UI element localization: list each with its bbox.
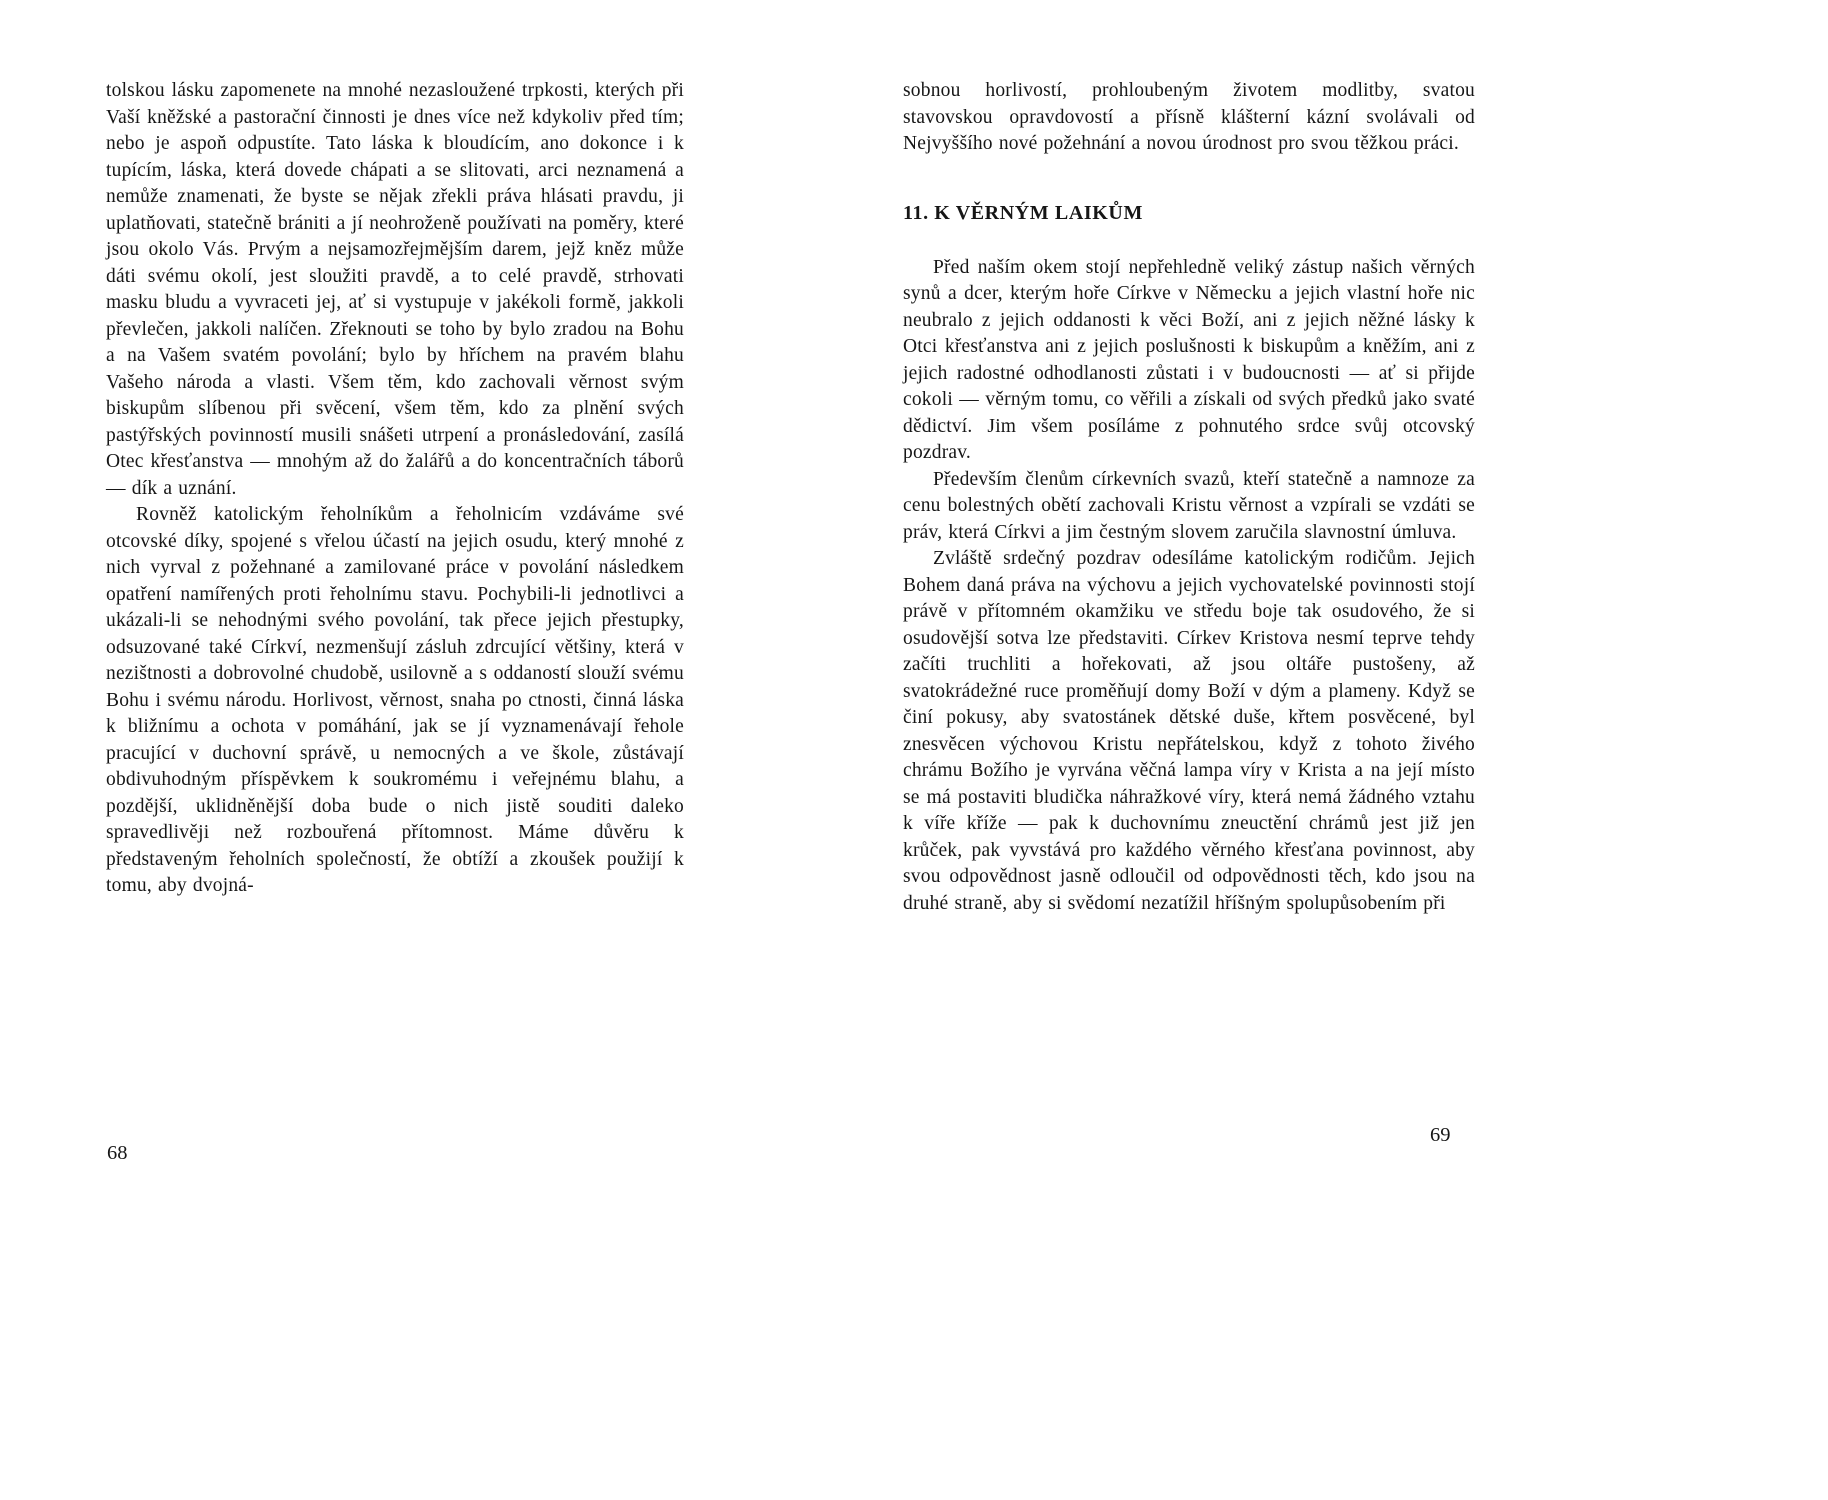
page-number: 68	[107, 1142, 128, 1164]
paragraph: Rovněž katolickým řeholníkům a řeholnicím vzdáváme své otcovské díky, spojené s vřelou účastí na jejich osudu, který mnohé z nich vyrval z požehnané a zamilované práce v povolání následkem opatření namířených proti řeholnímu stavu. Pochybili-li jednotlivci a ukázali-li se nehodnými svého povolání, tak přece jejich přestupky, odsuzované také Církví, nezmenšují zásluh zdrcující většiny, která v nezištnosti a dobrovolné chudobě, usilovně a s oddaností slouží svému Bohu i svému národu. Horlivost, věrnost, snaha po ctnosti, činná láska k bližnímu a ochota v pomáhání, jak se jí vyznamenávají řehole pracující v duchovní správě, u nemocných a ve škole, zůstávají obdivuhodným příspěvkem k soukromému i veřejnému blahu, a pozdější, uklidněnější doba bude o nich jistě souditi daleko spravedlivěji než rozbouřená přítomnost. Máme důvěru k představeným řeholních společností, že obtíží a zkoušek použijí k tomu, aby dvojná-	[106, 504, 684, 896]
paragraph: sobnou horlivostí, prohloubeným životem modlitby, svatou stavovskou opravdovostí a přísně klášterní kázní svolávali od Nejvyššího nové požehnání a novou úrodnost pro svou těžkou práci.	[903, 80, 1475, 154]
paragraph: Zvláště srdečný pozdrav odesíláme katolickým rodičům. Jejich Bohem daná práva na výchovu a jejich vychovatelské povinnosti stojí právě v přítomném okamžiku ve středu boje tak osudového, že si osudovější sotva lze představiti. Církev Kristova nesmí teprve tehdy začíti truchliti a hořekovati, až jsou oltáře pustošeny, až svatokrádežné ruce proměňují domy Boží v dým a plameny. Když se činí pokusy, aby svatostánek dětské duše, křtem posvěcené, byl znesvěcen výchovou Kristu nepřátelskou, když z tohoto živého chrámu Božího je vyrvána věčná lampa víry v Krista a na její místo se má postaviti bludička náhražkové víry, která nemá žádného vztahu k víře kříže — pak k duchovnímu zneuctění chrámů jest již jen krůček, pak vyvstává pro každého věrného křesťana povinnost, aby svou odpovědnost jasně odloučil od odpovědnosti těch, kdo jsou na druhé straně, aby si svědomí nezatížil hříšným spolupůsobením při	[903, 548, 1475, 914]
page-right	[903, 78, 1475, 917]
section-heading: 11. K VĚRNÝM LAIKŮM	[903, 201, 1143, 224]
paragraph: Především členům církevních svazů, kteří statečně a namnoze za cenu bolestných obětí zachovali Kristu věrnost a vzpírali se vzdáti se práv, která Církvi a jim čestným slovem zaručila slavnostní úmluva.	[903, 468, 1475, 543]
page-number: 69	[1430, 1124, 1451, 1146]
page-left	[106, 78, 684, 900]
paragraph: Před naším okem stojí nepřehledně veliký zástup našich věrných synů a dcer, kterým hoře Církve v Německu a jejich vlastní hoře nic neubralo z jejich oddanosti k věci Boží, ani z jejich něžné lásky k Otci křesťanstva ani z jejich poslušnosti k biskupům a kněžím, ani z jejich radostné odhodlanosti zůstati i v budoucnosti — ať si přijde cokoli — věrným tomu, co věřili a získali od svých předků jako svaté dědictví. Jim všem posíláme z pohnutého srdce svůj otcovský pozdrav.	[903, 256, 1475, 463]
paragraph: tolskou lásku zapomenete na mnohé nezasloužené trpkosti, kterých při Vaší kněžské a pastorační činnosti je dnes více než kdykoliv před tím; nebo je aspoň odpustíte. Tato láska k bloudícím, ano dokonce i k tupícím, láska, která dovede chápati a se slitovati, arci neznamená a nemůže znamenati, že byste se nějak zřekli práva hlásati pravdu, ji uplatňovati, statečně brániti a jí neohroženě používati na poměry, které jsou okolo Vás. Prvým a nejsamozřejmějším darem, jejž kněz může dáti svému okolí, jest sloužiti pravdě, a to celé pravdě, strhovati masku bludu a vyvraceti jej, ať si vystupuje v jakékoli formě, jakkoli převlečen, jakkoli nalíčen. Zřeknouti se toho by bylo zradou na Bohu a na Vašem svatém povolání; bylo by hříchem na pravém blahu Vašeho národa a vlasti. Všem těm, kdo zachovali věrnost svým biskupům slíbenou při svěcení, všem těm, kdo za plnění svých pastýřských povinností musili snášeti utrpení a pronásledování, zasílá Otec křesťanstva — mnohým až do žalářů a do koncentračních táborů — dík a uznání.	[106, 80, 684, 499]
